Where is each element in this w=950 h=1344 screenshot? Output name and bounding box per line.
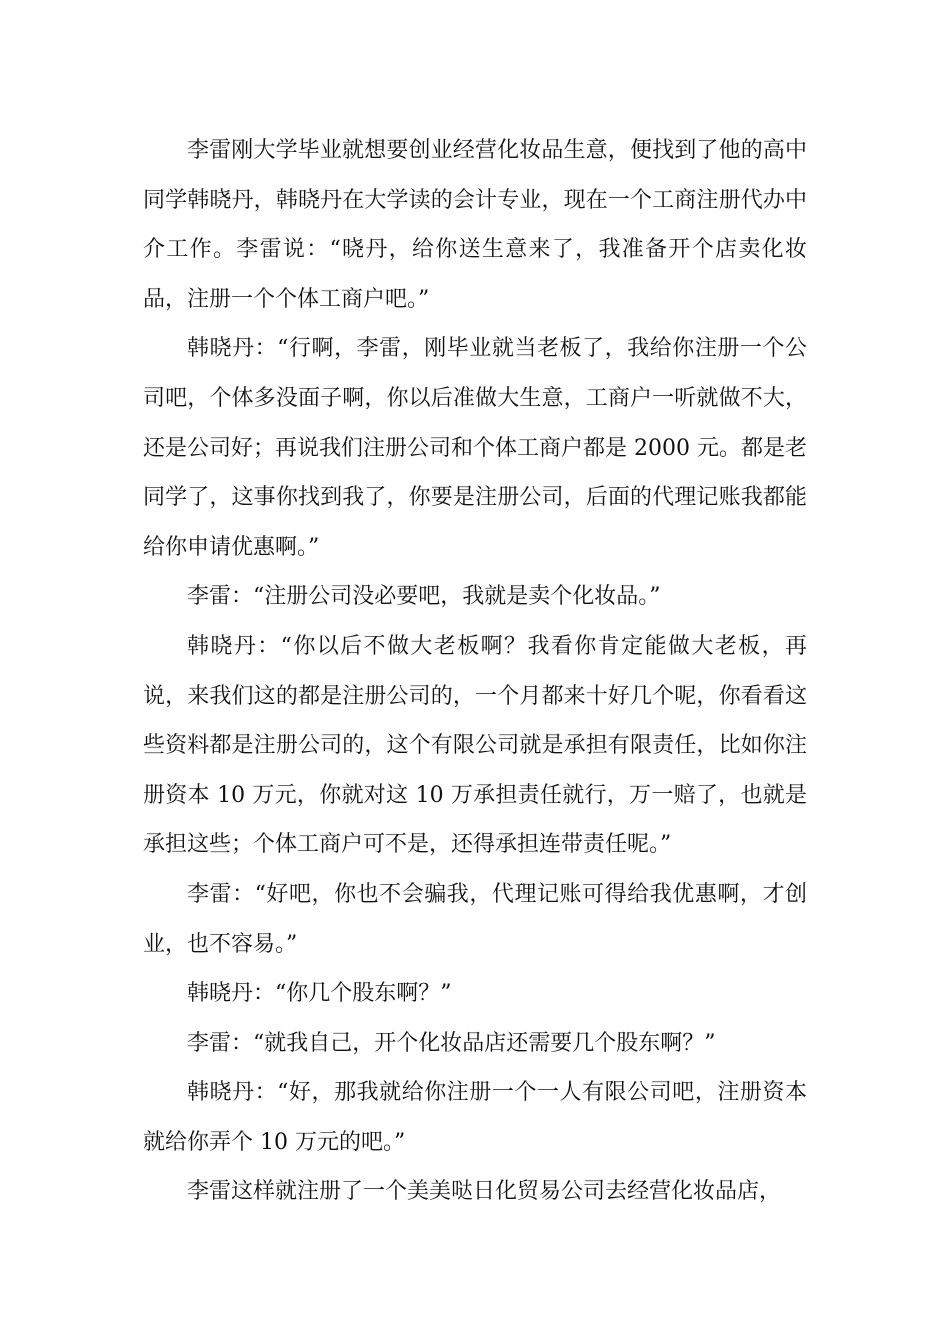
paragraph: 韩晓丹：“你以后不做大老板啊？我看你肯定能做大老板，再说，来我们这的都是注册公司的，一个月都来十好几个呢，你看看这些资料都是注册公司的，这个有限公司就是承担有限责任，比如你注册资本 10 万元，你就对这 10 万承担责任就行，万一赔了，也就是承担这些；个体工商户可不是，还得承担连带责任呢。” xyxy=(143,633,807,858)
paragraph: 韩晓丹：“你几个股东啊？” xyxy=(187,981,452,1007)
paragraph: 李雷这样就注册了一个美美哒日化贸易公司去经营化妆品店， xyxy=(187,1179,782,1205)
paragraph: 韩晓丹：“行啊，李雷，刚毕业就当老板了，我给你注册一个公司吧，个体多没面子啊，你以后准做大生意，工商户一听就做不大，还是公司好；再说我们注册公司和个体工商户都是 2000 元。都是老同学了，这事你找到我了，你要是注册公司，后面的代理记账我都能给你申请优惠啊。” xyxy=(143,336,807,560)
paragraph: 李雷：“就我自己，开个化妆品店还需要几个股东啊？” xyxy=(187,1030,716,1056)
paragraph: 李雷刚大学毕业就想要创业经营化妆品生意，便找到了他的高中同学韩晓丹，韩晓丹在大学读的会计专业，现在一个工商注册代办中介工作。李雷说：“晓丹，给你送生意来了，我准备开个店卖化妆品，注册一个个体工商户吧。” xyxy=(143,138,807,312)
paragraph: 韩晓丹：“好，那我就给你注册一个一人有限公司吧，注册资本就给你弄个 10 万元的吧。” xyxy=(143,1080,807,1155)
paragraph: 李雷：“注册公司没必要吧，我就是卖个化妆品。” xyxy=(187,584,661,610)
paragraph: 李雷：“好吧，你也不会骗我，代理记账可得给我优惠啊，才创业，也不容易。” xyxy=(143,881,807,957)
document-body xyxy=(143,126,807,1217)
